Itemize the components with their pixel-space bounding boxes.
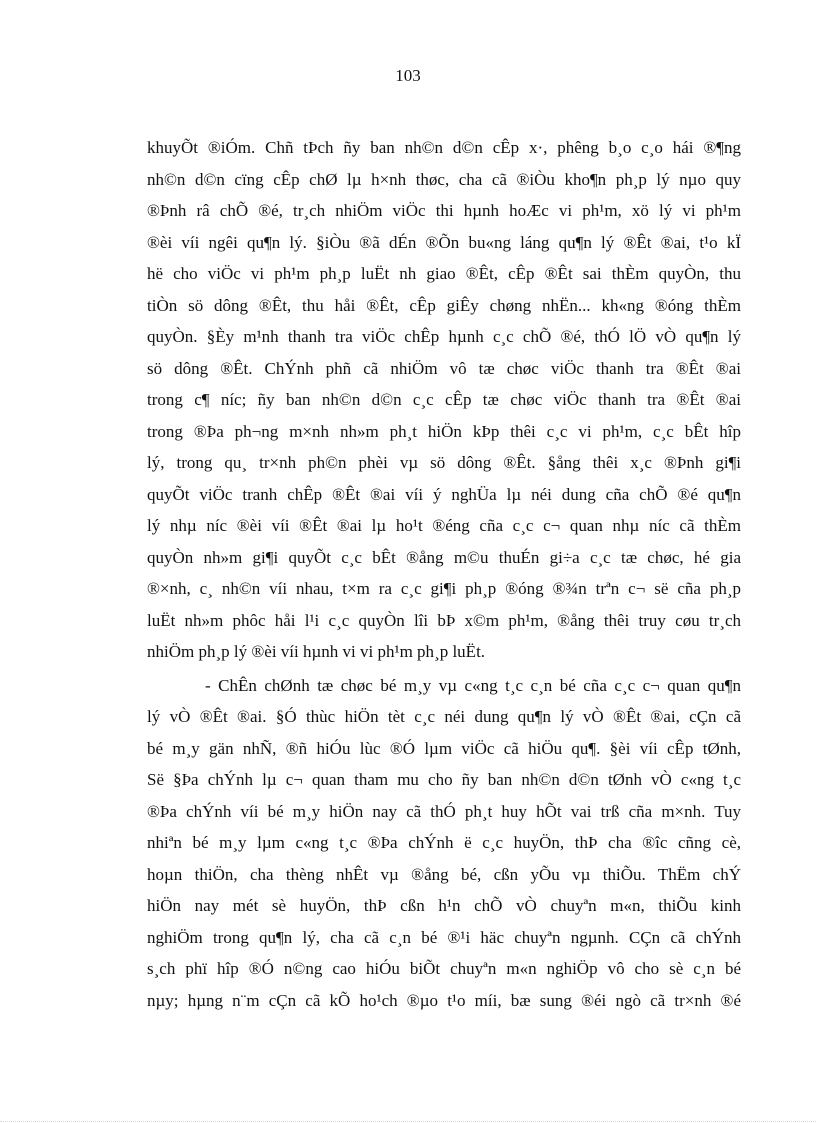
text-line: lý vÒ ®Êt ®ai. §Ó thùc hiÖn tèt c¸c néi dung qu¶n lý vÒ ®Êt ®ai, cÇn cã [147,707,741,726]
text-line: s¸ch phï hîp ®Ó n©ng cao hiÓu biÕt chuyªn m«n nghiÖp vô cho sè c¸n bé [147,959,741,978]
text-line: - ChÊn chØnh tæ chøc bé m¸y vµ c«ng t¸c c¸n bé cña c¸c c¬ quan qu¶n [205,675,741,695]
text-line: bé m¸y gän nhÑ, ®ñ hiÓu lùc ®Ó lµm viÖc cã hiÖu qu¶. §èi víi cÊp tØnh, [147,738,741,758]
text-line: nµy; hµng n¨m cÇn cã kÕ ho¹ch ®µo t¹o míi, bæ sung ®éi ngò cã tr×nh ®é [147,990,741,1010]
text-line: hë cho viÖc vi ph¹m ph¸p luËt nh giao ®Êt, cÊp ®Êt sai thÈm quyÒn, thu [147,264,741,283]
text-line: trong c¶ níc; ñy ban nh©n d©n c¸c cÊp tæ chøc viÖc thanh tra ®Êt ®ai [147,390,741,409]
text-line: ®×nh, c¸ nh©n víi nhau, t×m ra c¸c gi¶i ph¸p ®óng ®¾n trªn c¬ së cña ph¸p [147,579,741,598]
text-line: luËt nh»m phôc håi l¹i c¸c quyÒn lîi bÞ x©m ph¹m, ®ång thêi truy cøu tr¸ch [147,610,741,630]
text-line: quyÒn nh»m gi¶i quyÕt c¸c bÊt ®ång m©u thuÉn gi÷a c¸c tæ chøc, hé gia [147,547,741,567]
text-line: trong ®Þa ph¬ng m×nh nh»m ph¸t hiÖn kÞp thêi c¸c vi ph¹m, c¸c bÊt hîp [147,421,741,441]
text-line: ®Þa chÝnh víi bé m¸y hiÖn nay cã thÓ ph¸t huy hÕt vai trß cña m×nh. Tuy [147,801,741,821]
text-line: nghiÖm trong qu¶n lý, cha cã c¸n bé ®¹i häc chuyªn ngµnh. CÇn cã chÝnh [147,927,741,947]
paragraph-1 [147,132,741,668]
text-line: hoµn thiÖn, cha thèng nhÊt vµ ®ång bé, cßn yÕu vµ thiÕu. ThËm chÝ [147,864,741,884]
text-line: nh©n d©n cïng cÊp chØ lµ h×nh thøc, cha cã ®iÒu kho¶n ph¸p lý nµo quy [147,169,741,189]
text-line: nhiÖm ph¸p lý ®èi víi hµnh vi vi ph¹m ph¸p luËt. [147,642,486,661]
text-line: lý, trong qu¸ tr×nh ph©n phèi vµ sö dông ®Êt. §ång thêi x¸c ®Þnh gi¶i [147,453,741,472]
text-line: tiÒn sö dông ®Êt, thu håi ®Êt, cÊp giÊy chøng nhËn... kh«ng ®óng thÈm [147,295,741,315]
text-line: hiÖn nay mét sè huyÖn, thÞ cßn h¹n chÕ vÒ chuyªn m«n, thiÕu kinh [147,896,741,915]
paragraph-2 [147,670,741,1017]
text-line: Së §Þa chÝnh lµ c¬ quan tham mu cho ñy ban nh©n d©n tØnh vÒ c«ng t¸c [147,770,741,789]
text-line: sö dông ®Êt. ChÝnh phñ cã nhiÖm vô tæ chøc viÖc thanh tra ®Êt ®ai [147,358,741,378]
text-line: ®èi víi ngêi qu¶n lý. §iÒu ®ã dÉn ®Õn bu«ng láng qu¶n lý ®Êt ®ai, t¹o kÏ [147,232,741,252]
page-bottom-edge [0,1121,816,1122]
page-number: 103 [395,66,421,85]
body-text [147,132,741,1016]
text-line: lý nhµ níc ®èi víi ®Êt ®ai lµ ho¹t ®éng cña c¸c c¬ quan nhµ níc cã thÈm [147,516,741,535]
text-line: khuyÕt ®iÓm. Chñ tÞch ñy ban nh©n d©n cÊp x·, phêng b¸o c¸o hái ®¶ng [147,138,741,157]
text-line: quyÒn. §Èy m¹nh thanh tra viÖc chÊp hµnh c¸c chÕ ®é, thÓ lÖ vÒ qu¶n lý [147,327,741,346]
text-line: nhiªn bé m¸y lµm c«ng t¸c ®Þa chÝnh ë c¸c huyÖn, thÞ cha ®îc cñng cè, [147,833,741,852]
text-line: ®Þnh râ chÕ ®é, tr¸ch nhiÖm viÖc thi hµnh hoÆc vi ph¹m, xö lý vi ph¹m [147,201,741,220]
text-line: quyÕt viÖc tranh chÊp ®Êt ®ai víi ý nghÜa lµ néi dung cña chÕ ®é qu¶n [147,484,741,504]
